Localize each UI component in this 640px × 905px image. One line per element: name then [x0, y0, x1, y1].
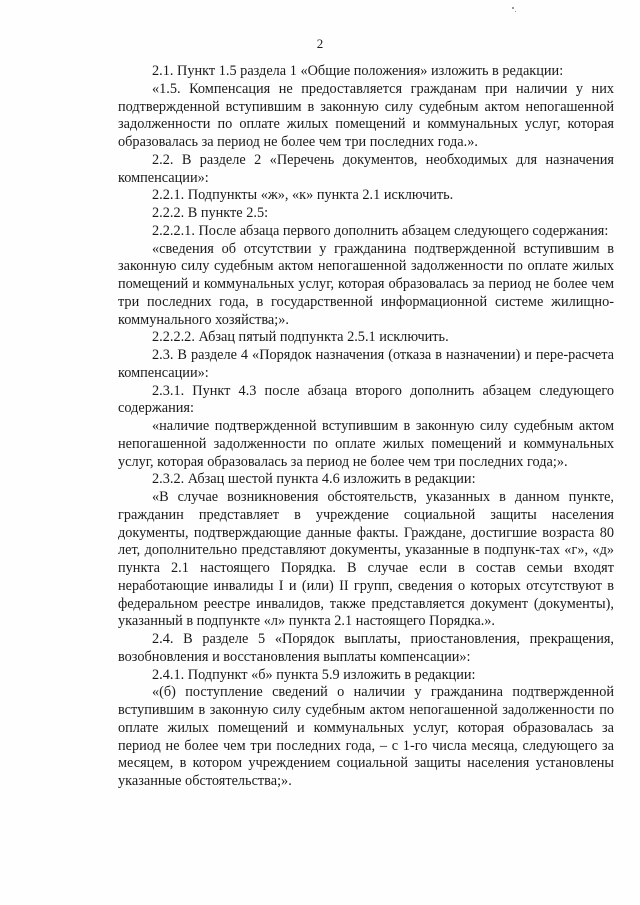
paragraph-2-4: 2.4. В разделе 5 «Порядок выплаты, приостановления, прекращения, возобновления и восстановления выплаты компенсации»:	[118, 631, 614, 665]
paragraph-2-4-1: 2.4.1. Подпункт «б» пункта 5.9 изложить в редакции:	[152, 666, 476, 683]
scan-speck	[512, 7, 514, 9]
page-number: 2	[316, 36, 324, 51]
paragraph-2-3: 2.3. В разделе 4 «Порядок назначения (отказа в назначении) и пере-расчета компенсации»:	[118, 347, 614, 381]
scan-speck	[515, 11, 516, 12]
paragraph-2-2-1: 2.2.1. Подпункты «ж», «к» пункта 2.1 исключить.	[152, 187, 454, 204]
paragraph-quote-nalichie: «наличие подтвержденной вступившим в законную силу судебным актом непогашенной задолженности по оплате жилых помещений и коммунальных услуг, которая образовалась за период не более чем три последних года;».	[118, 418, 614, 470]
paragraph-2-2-2-2: 2.2.2.2. Абзац пятый подпункта 2.5.1 исключить.	[152, 329, 449, 346]
paragraph-2-2: 2.2. В разделе 2 «Перечень документов, необходимых для назначения компенсации»:	[118, 151, 614, 186]
paragraph-quote-svedeniya: «сведения об отсутствии у гражданина подтвержденной вступившим в законную силу судебным актом непогашенной задолженности по оплате жилых помещений и коммунальных услуг, которая образовалась за период не более чем три последних года, в государственной информационной системе жилищно-коммунального хозяйства;».	[118, 240, 614, 328]
paragraph-quote-1-5: «1.5. Компенсация не предоставляется гражданам при наличии у них подтвержденной вступившим в законную силу судебным актом непогашенной задолженности по оплате жилых помещений и коммунальных услуг, которая образовалась за период не более чем три последних года.».	[118, 80, 614, 150]
paragraph-2-3-1: 2.3.1. Пункт 4.3 после абзаца второго дополнить абзацем следующего содержания:	[118, 382, 614, 417]
document-body	[118, 63, 614, 791]
paragraph-2-2-2: 2.2.2. В пункте 2.5:	[152, 205, 269, 221]
paragraph-2-3-2: 2.3.2. Абзац шестой пункта 4.6 изложить в редакции:	[152, 471, 476, 488]
paragraph-quote-4-6: «В случае возникновения обстоятельств, указанных в данном пункте, гражданин представляет в учреждение социальной защиты населения документы, подтверждающие данные факты. Граждане, достигшие возраста 80 лет, дополнительно представляют документы, указанные в подпунк-тах «г», «д» пункта 2.1 настоящего Порядка. В случае если в состав семьи входят неработающие инвалиды I и (или) II групп, сведения о которых отсутствуют в федеральном реестре инвалидов, также представляется документ (документы), указанный в подпункте «л» пункта 2.1 настоящего Порядка.».	[118, 489, 614, 630]
paragraph-quote-5-9: «(б) поступление сведений о наличии у гражданина подтвержденной вступившим в законную силу судебным актом непогашенной задолженности по оплате жилых помещений и коммунальных услуг, которая образовалась за период не более чем три последних года, – с 1-го числа месяца, следующего за месяцем, в котором учреждением социальной защиты населения установлены указанные обстоятельства;».	[118, 684, 614, 789]
paragraph-2-1: 2.1. Пункт 1.5 раздела 1 «Общие положения» изложить в редакции:	[152, 63, 564, 79]
paragraph-2-2-2-1: 2.2.2.1. После абзаца первого дополнить абзацем следующего содержания:	[152, 222, 609, 239]
